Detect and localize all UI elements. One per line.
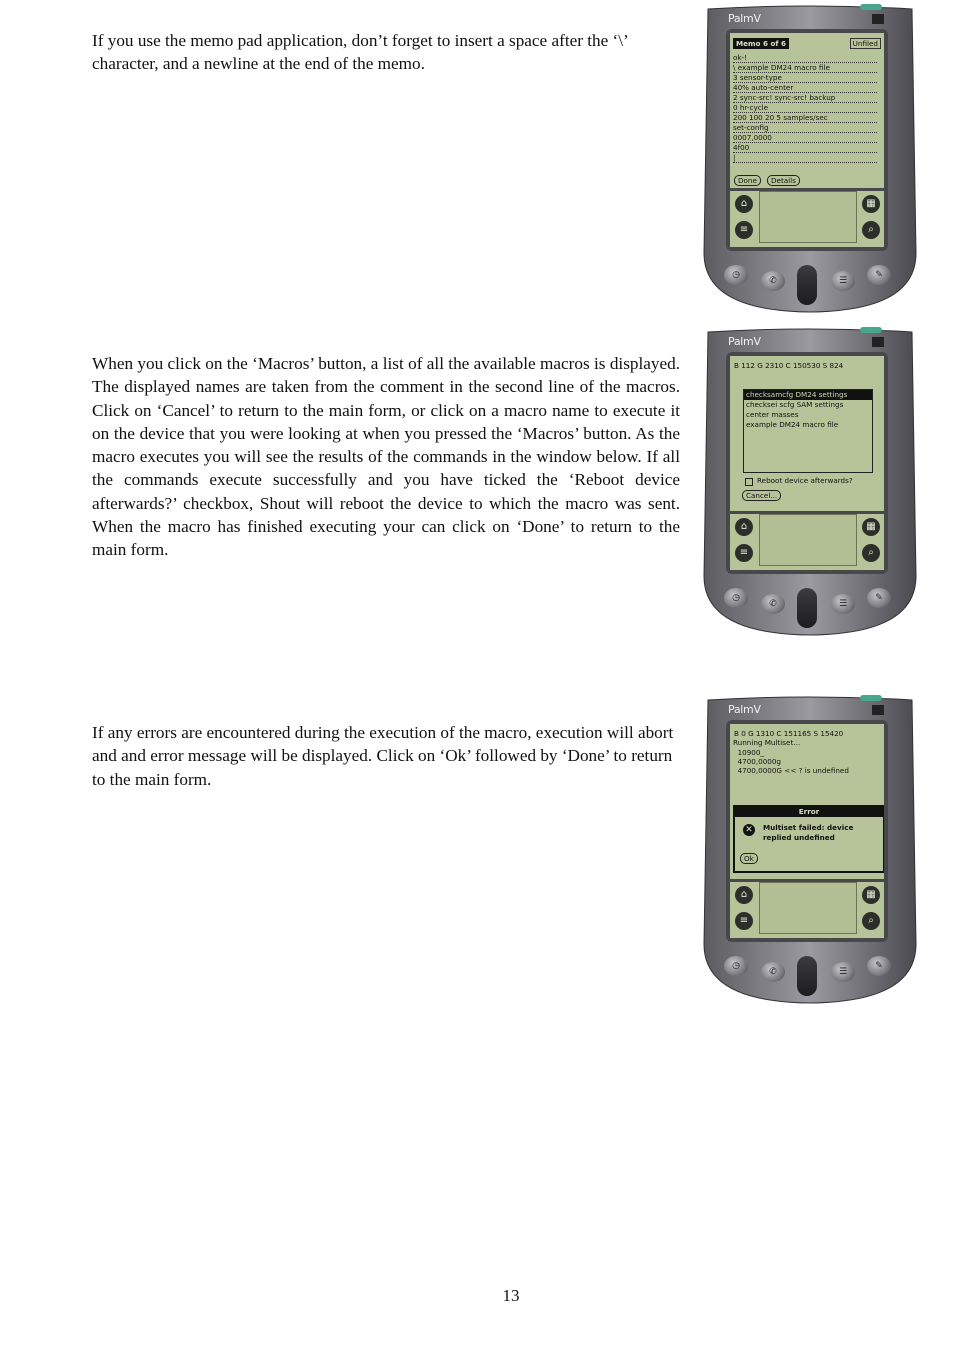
- power-led: [860, 4, 882, 10]
- memo-icon[interactable]: ✎: [867, 956, 891, 976]
- graffiti-area[interactable]: [730, 514, 884, 570]
- paragraph-memo-pad: If you use the memo pad application, don’t forget to insert a space after the ‘\’ character, and a newline at the end of the memo.: [92, 31, 628, 74]
- calculator-icon[interactable]: ▦: [862, 195, 880, 213]
- calculator-icon[interactable]: ▦: [862, 886, 880, 904]
- hardware-buttons: [700, 950, 920, 1000]
- memo-icon[interactable]: ✎: [867, 265, 891, 285]
- macro-item[interactable]: center masses: [746, 410, 799, 419]
- ok-button[interactable]: Ok: [740, 853, 758, 864]
- palm-device-macros: [700, 326, 920, 638]
- find-icon[interactable]: ⌕: [862, 221, 880, 239]
- memo-line[interactable]: |: [733, 153, 877, 163]
- palm-device-memo: [700, 3, 920, 315]
- dialog-message: Multiset failed: device replied undefined: [763, 823, 854, 842]
- graffiti-writing-box[interactable]: [759, 191, 857, 243]
- find-icon[interactable]: ⌕: [862, 544, 880, 562]
- status-line: B 0 G 1310 C 151165 S 15420: [734, 729, 844, 738]
- menu-icon[interactable]: ≡: [735, 912, 753, 930]
- memo-line[interactable]: set-config: [733, 123, 877, 133]
- cancel-button[interactable]: Cancel...: [742, 490, 781, 501]
- macro-item[interactable]: checksamcfg DM24 settings: [744, 390, 872, 400]
- paragraph-errors: If any errors are encountered during the execution of the macro, execution will abort and and error message will be displayed. Click on ‘Ok’ followed by ‘Done’ to return to the main form.: [92, 723, 674, 789]
- log-line: 4700,0000G << ? is undefined: [733, 766, 849, 775]
- memo-line[interactable]: 200 100 20 5 samples/sec: [733, 113, 877, 123]
- device-brand: PalmV: [728, 703, 761, 716]
- memo-screen: [730, 33, 884, 188]
- graffiti-writing-box[interactable]: [759, 514, 857, 566]
- menu-icon[interactable]: ≡: [735, 544, 753, 562]
- power-led: [860, 327, 882, 333]
- date-book-icon[interactable]: ◷: [724, 265, 748, 285]
- macro-item[interactable]: checksei scfg SAM settings: [746, 400, 844, 409]
- done-button[interactable]: Done: [734, 175, 761, 186]
- calculator-icon[interactable]: ▦: [862, 518, 880, 536]
- log-line: Running Multiset...: [733, 738, 801, 747]
- memo-line[interactable]: 0007,0000: [733, 133, 877, 143]
- hardware-buttons: [700, 582, 920, 632]
- home-icon[interactable]: ⌂: [735, 886, 753, 904]
- scroll-button[interactable]: [797, 588, 817, 628]
- paragraph-macros: When you click on the ‘Macros’ button, a list of all the available macros is displayed. The displayed names are taken from the comment in the second line of the macros. Click on ‘Cancel’ to return to the main form, or click on a macro name to execute it on the device that you were looking at when you pressed the ‘Macros’ button. As the macro executes you will see the results of the commands in the window below. If all the commands execute successfully and you have ticked the ‘Reboot device afterwards?’ checkbox, Shout will reboot the device to which the macro was sent. When the macro has finished executing your can click on ‘Done’ to return to the main form.: [92, 354, 680, 560]
- memo-line[interactable]: 4f00: [733, 143, 877, 153]
- error-icon: ✕: [743, 824, 755, 836]
- error-screen: [730, 724, 884, 879]
- palm-device-error: [700, 694, 920, 1006]
- memo-line[interactable]: 0 hr-cycle: [733, 103, 877, 113]
- memo-icon[interactable]: ✎: [867, 588, 891, 608]
- category-select[interactable]: Unfiled: [850, 38, 881, 49]
- log-line: 10900_: [733, 748, 765, 757]
- memo-line[interactable]: 3 sensor-type: [733, 73, 877, 83]
- graffiti-area[interactable]: [730, 191, 884, 247]
- macro-item[interactable]: example DM24 macro file: [746, 420, 839, 429]
- status-line: B 112 G 2310 C 150530 S 824: [734, 361, 844, 370]
- find-icon[interactable]: ⌕: [862, 912, 880, 930]
- details-button[interactable]: Details: [767, 175, 800, 186]
- macro-list: [743, 389, 873, 473]
- memo-line[interactable]: ok-!: [733, 53, 877, 63]
- memo-line[interactable]: \ example DM24 macro file: [733, 63, 877, 73]
- brand-logo: [872, 705, 884, 715]
- page-number: 13: [502, 1286, 520, 1305]
- hardware-buttons: [700, 259, 920, 309]
- brand-logo: [872, 337, 884, 347]
- home-icon[interactable]: ⌂: [735, 518, 753, 536]
- device-brand: PalmV: [728, 335, 761, 348]
- graffiti-writing-box[interactable]: [759, 882, 857, 934]
- home-icon[interactable]: ⌂: [735, 195, 753, 213]
- reboot-label: Reboot device afterwards?: [757, 476, 853, 485]
- menu-icon[interactable]: ≡: [735, 221, 753, 239]
- power-led: [860, 695, 882, 701]
- date-book-icon[interactable]: ◷: [724, 588, 748, 608]
- scroll-button[interactable]: [797, 265, 817, 305]
- macros-screen: [730, 356, 884, 511]
- memo-line[interactable]: 2 sync-src! sync-src! backup: [733, 93, 877, 103]
- reboot-checkbox[interactable]: [745, 478, 753, 486]
- dialog-title: Error: [735, 807, 883, 817]
- todo-icon[interactable]: ☰: [831, 962, 855, 982]
- memo-title: Memo 6 of 6: [733, 38, 789, 49]
- brand-logo: [872, 14, 884, 24]
- address-book-icon[interactable]: ✆: [761, 271, 785, 291]
- memo-line[interactable]: 40% auto-center: [733, 83, 877, 93]
- address-book-icon[interactable]: ✆: [761, 962, 785, 982]
- scroll-button[interactable]: [797, 956, 817, 996]
- address-book-icon[interactable]: ✆: [761, 594, 785, 614]
- log-line: 4700,0000g: [733, 757, 781, 766]
- error-dialog: [733, 805, 884, 873]
- device-brand: PalmV: [728, 12, 761, 25]
- date-book-icon[interactable]: ◷: [724, 956, 748, 976]
- todo-icon[interactable]: ☰: [831, 594, 855, 614]
- todo-icon[interactable]: ☰: [831, 271, 855, 291]
- graffiti-area[interactable]: [730, 882, 884, 938]
